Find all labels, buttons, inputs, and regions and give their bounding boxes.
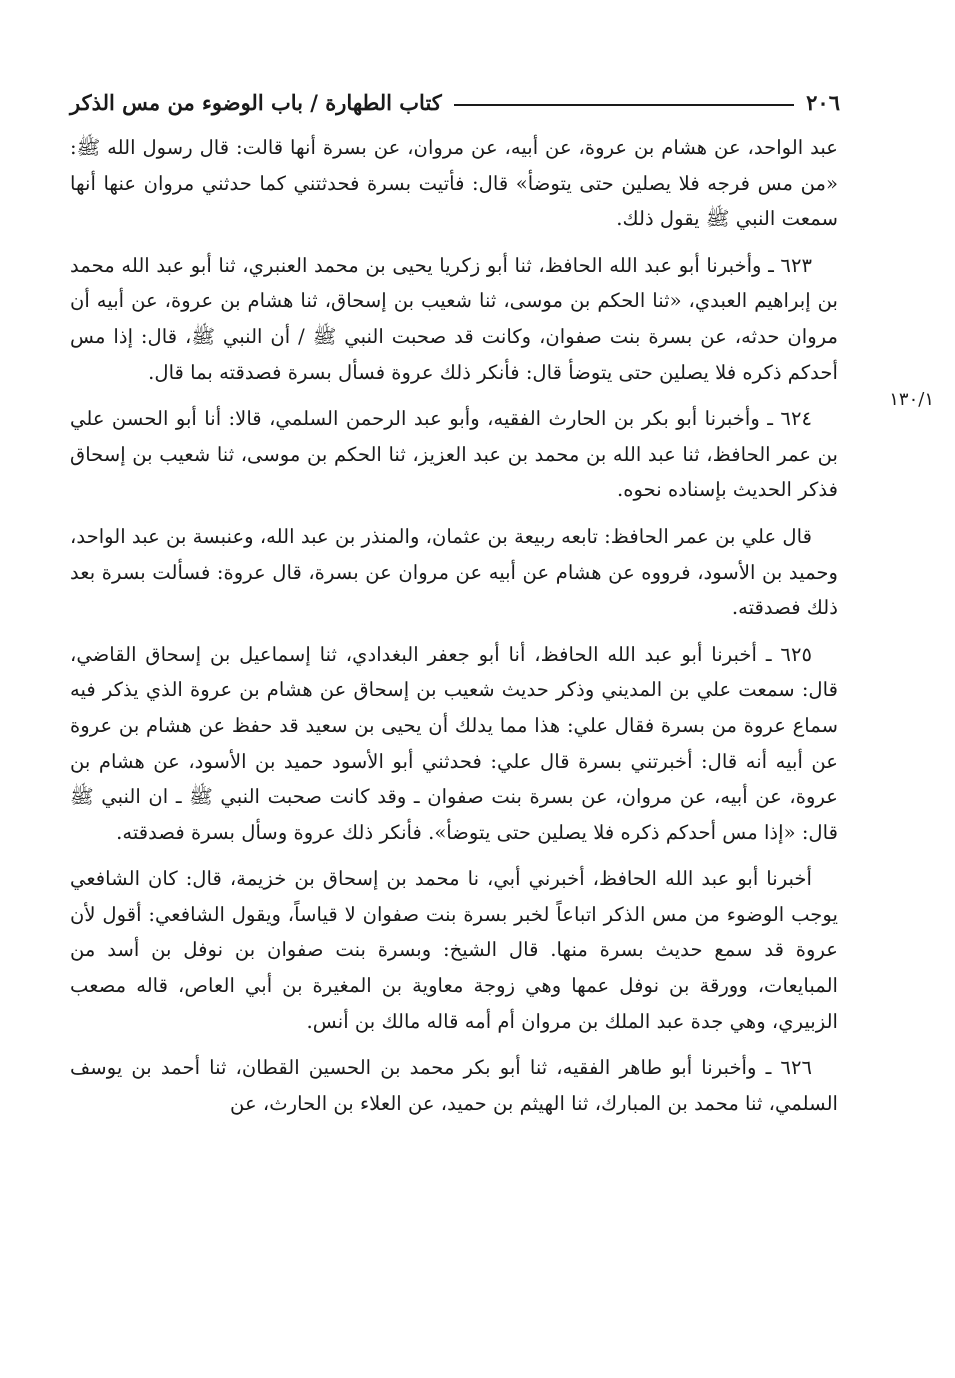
header-rule xyxy=(454,104,794,106)
hadith-625: ٦٢٥ ـ أخبرنا أبو عبد الله الحافظ، أنا أبو جعفر البغدادي، ثنا إسماعيل بن إسحاق القاضي، قال: سمعت علي بن المديني وذكر حديث شعيب بن إسحاق عن هشام بن عروة الذي يذكر فيه سماع عروة من بسرة فقال علي: هذا مما يدلك أن يحيى بن سعيد قد حفظ عن هشام بن عروة عن أبيه أنه قال: أخبرتني بسرة قال علي: فحدثني أبو الأسود حميد بن الأسود، عن هشام بن عروة، عن أبيه، عن مروان، عن بسرة بنت صفوان ـ وقد كانت صحبت النبي ﷺ ـ ان النبي ﷺ قال: «إذا مس أحدكم ذكره فلا يصلين حتى يتوضأ». فأنكر ذلك عروة وسأل بسرة فصدقته. xyxy=(70,642,838,844)
commentary-ali-bin-umar: قال علي بن عمر الحافظ: تابعه ربيعة بن عثمان، والمنذر بن عبد الله، وعنبسة بن عبد الواحد، وحميد بن الأسود، فرووه عن هشام عن أبيه عن مروان عن بسرة، قال عروة: فسألت بسرة بعد ذلك فصدقته. xyxy=(70,524,838,620)
page-body xyxy=(70,130,838,1132)
commentary-shafii: أخبرنا أبو عبد الله الحافظ، أخبرني أبي، نا محمد بن إسحاق بن خزيمة، قال: كان الشافعي يوجب الوضوء من مس الذكر اتباعاً لخبر بسرة بنت صفوان لا قياساً، ويقول الشافعي: أقول لأن عروة قد سمع حديث بسرة منها. قال الشيخ: وبسرة بنت صفوان بن نوفل بن أسد من المبايعات، وورقة بن نوفل عمها وهي زوجة معاوية بن المغيرة بن أبي العاص، قاله مصعب الزبيري، وهي جدة عبد الملك بن مروان أم أمه قاله مالك بن أنس. xyxy=(70,867,838,1033)
book-title: كتاب الطهارة / باب الوضوء من مس الذكر xyxy=(70,89,442,115)
paragraph-continuation: عبد الواحد، عن هشام بن عروة، عن أبيه، عن مروان، عن بسرة أنها قالت: قال رسول الله ﷺ: «من مس فرجه فلا يصلين حتى يتوضأ» قال: فأتيت بسرة فحدثتني كما حدثني مروان عنها أنها سمعت النبي ﷺ يقول ذلك. xyxy=(70,136,838,231)
page-number: ٢٠٦ xyxy=(806,89,840,115)
hadith-626: ٦٢٦ ـ وأخبرنا أبو طاهر الفقيه، ثنا أبو بكر محمد بن الحسين القطان، ثنا أحمد بن يوسف السلمي، ثنا محمد بن المبارك، ثنا الهيثم بن حميد، عن العلاء بن الحارث، عن xyxy=(70,1056,838,1115)
hadith-624: ٦٢٤ ـ وأخبرنا أبو بكر بن الحارث الفقيه، وأبو عبد الرحمن السلمي، قالا: أنا أبو الحسن علي بن عمر الحافظ، ثنا عبد الله بن محمد بن عبد العزيز، ثنا الحكم بن موسى، ثنا شعيب بن إسحاق فذكر الحديث بإسناده نحوه. xyxy=(70,407,838,502)
page-header xyxy=(70,84,840,120)
hadith-623: ٦٢٣ ـ وأخبرنا أبو عبد الله الحافظ، ثنا أبو زكريا يحيى بن محمد العنبري، ثنا أبو عبد الله محمد بن إبراهيم العبدي، «ثنا الحكم بن موسى، ثنا شعيب بن إسحاق، ثنا هشام بن عروة، عن أبيه أن مروان حدثه، عن بسرة بنت صفوان، وكانت قد صحبت النبي ﷺ / أن النبي ﷺ، قال: إذا مس أحدكم ذكره فلا يصلين حتى يتوضأ قال: فأنكر ذلك عروة فسأل بسرة فصدقته بما قال. xyxy=(70,253,838,384)
margin-reference: ١٣٠/١ xyxy=(889,389,934,410)
